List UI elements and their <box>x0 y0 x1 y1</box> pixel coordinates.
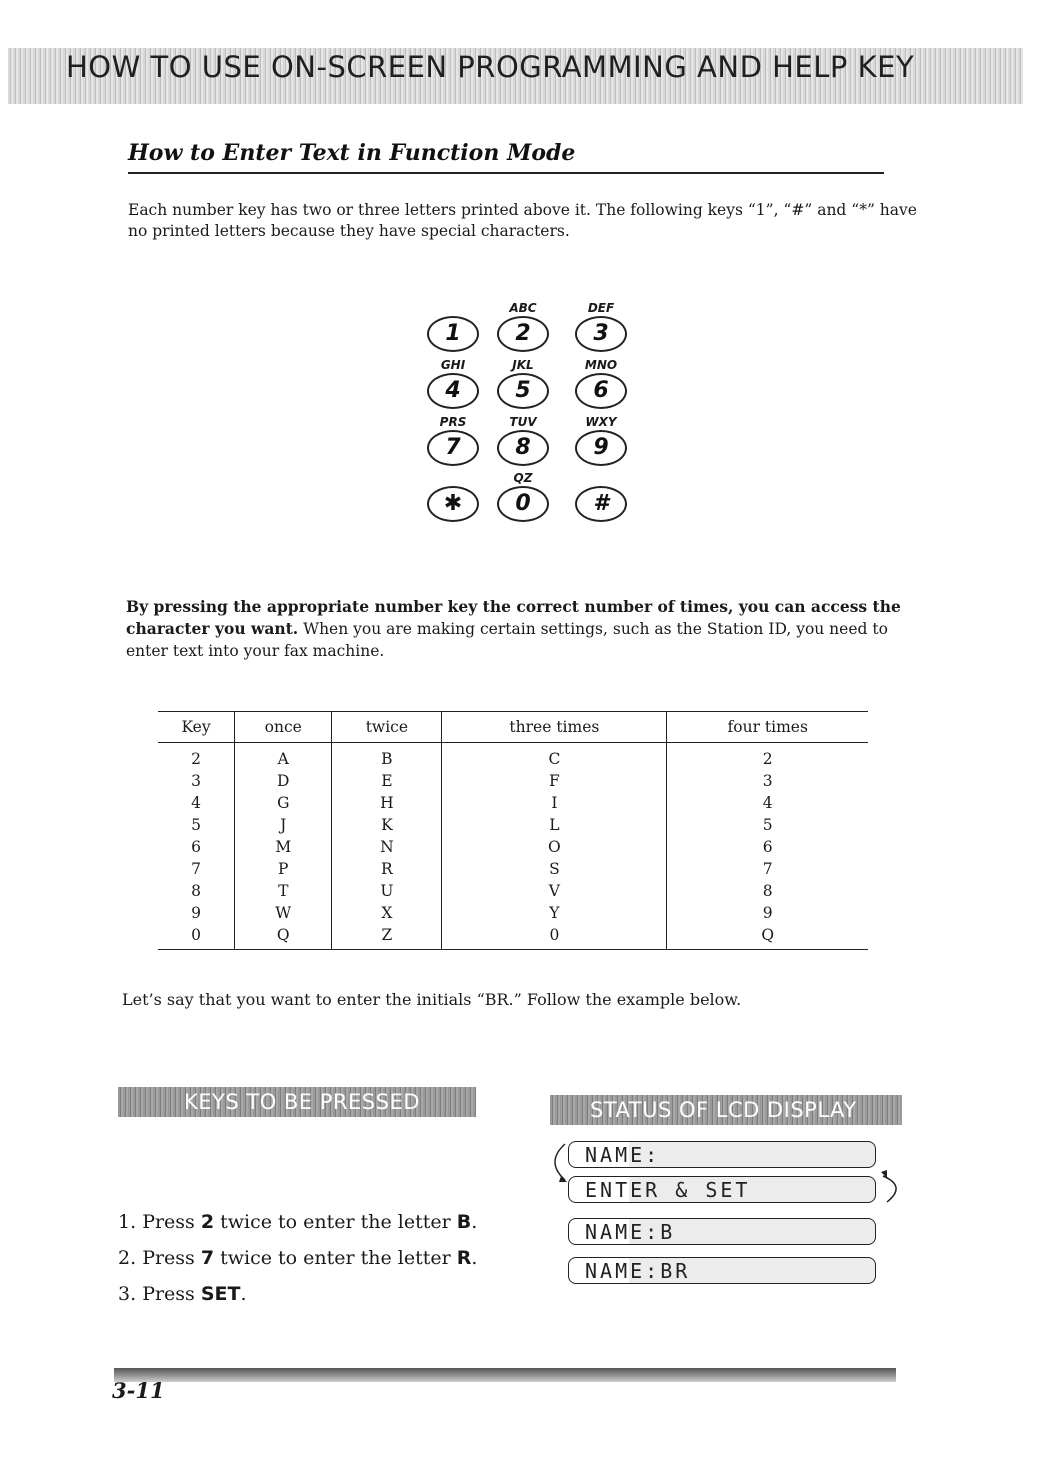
page-header-title: HOW TO USE ON-SCREEN PROGRAMMING AND HELP KEY <box>66 50 915 84</box>
page-number: 3-11 <box>112 1378 165 1403</box>
table-header: four times <box>667 712 868 743</box>
key-label: 6 <box>575 373 627 409</box>
key-label: 8 <box>497 430 549 466</box>
key-label: # <box>575 486 627 522</box>
step-target: R <box>456 1247 472 1269</box>
table-cell: 0 <box>442 924 667 950</box>
step-item <box>118 1276 477 1312</box>
table-header-row <box>158 712 868 743</box>
table-cell: 9 <box>667 902 868 924</box>
table-cell: B <box>332 743 442 771</box>
table-row <box>158 924 868 950</box>
step-pre: Press <box>142 1247 201 1269</box>
key-letters: DEF <box>587 301 615 315</box>
key-label: ✱ <box>427 486 479 522</box>
step-end: . <box>240 1283 247 1305</box>
keypad-key-2 <box>490 300 556 352</box>
table-cell: 2 <box>667 743 868 771</box>
table-cell: 6 <box>191 838 201 856</box>
table-row <box>158 858 868 880</box>
table-cell: P <box>235 858 332 880</box>
table-cell: V <box>442 880 667 902</box>
keypad-key-7 <box>420 414 486 466</box>
access-paragraph <box>126 596 926 662</box>
table-cell: R <box>332 858 442 880</box>
table-cell: A <box>235 743 332 771</box>
table-cell: 3 <box>191 772 201 790</box>
table-cell: K <box>332 814 442 836</box>
step-number: 2. <box>118 1247 137 1269</box>
table-cell: 2 <box>191 750 201 768</box>
lcd-screen-name-br: NAME:BR <box>568 1257 876 1284</box>
key-letters: MNO <box>584 358 618 372</box>
step-end: . <box>471 1247 478 1269</box>
table-cell: Z <box>332 924 442 950</box>
table-row <box>158 880 868 902</box>
table-cell: 0 <box>158 924 235 950</box>
character-table <box>158 711 868 950</box>
key-label: 4 <box>427 373 479 409</box>
table-header: Key <box>158 712 235 743</box>
key-letters <box>568 470 634 486</box>
keypad-key-5 <box>490 357 556 409</box>
table-row <box>158 836 868 858</box>
table-cell: J <box>235 814 332 836</box>
key-letters: PRS <box>439 415 467 429</box>
table-cell: 3 <box>667 770 868 792</box>
table-cell: L <box>442 814 667 836</box>
table-cell: 8 <box>667 880 868 902</box>
table-cell: N <box>332 836 442 858</box>
table-cell: 5 <box>191 816 201 834</box>
keys-heading <box>118 1087 476 1117</box>
step-key: 7 <box>200 1247 215 1269</box>
table-cell: I <box>442 792 667 814</box>
table-cell: 4 <box>667 792 868 814</box>
key-letters: ABC <box>509 301 537 315</box>
step-key: SET <box>200 1283 241 1305</box>
keypad-key-1 <box>420 300 486 352</box>
key-letters: GHI <box>440 358 466 372</box>
key-letters <box>420 300 486 316</box>
key-label: 5 <box>497 373 549 409</box>
access-paragraph-normal: When you are making certain settings, such as the Station ID, you need to enter text into your fax machine. <box>126 620 888 660</box>
keypad-key-hash <box>568 470 634 522</box>
step-end: . <box>471 1211 478 1233</box>
access-paragraph-bold: By pressing the appropriate number key the correct number of times, you can access the character you want. <box>126 597 901 638</box>
lcd-heading <box>550 1095 902 1125</box>
step-item <box>118 1204 477 1240</box>
keypad-key-6 <box>568 357 634 409</box>
key-label: 7 <box>427 430 479 466</box>
table-row <box>158 814 868 836</box>
step-number: 3. <box>118 1283 137 1305</box>
table-cell: X <box>332 902 442 924</box>
table-header: three times <box>442 712 667 743</box>
table-cell: 5 <box>667 814 868 836</box>
lcd-screen-name-prompt: NAME: <box>568 1141 876 1168</box>
key-letters: WXY <box>585 415 617 429</box>
table-row <box>158 743 868 771</box>
key-label: 0 <box>497 486 549 522</box>
section-title: How to Enter Text in Function Mode <box>128 140 576 166</box>
key-letters: JKL <box>512 358 534 372</box>
table-cell: O <box>442 836 667 858</box>
table-cell: 7 <box>667 858 868 880</box>
step-pre: Press <box>142 1283 201 1305</box>
table-cell: E <box>332 770 442 792</box>
table-cell: 9 <box>191 904 201 922</box>
table-row <box>158 792 868 814</box>
key-label: 9 <box>575 430 627 466</box>
keypad-key-star <box>420 470 486 522</box>
key-letters: QZ <box>513 471 533 485</box>
table-cell: D <box>235 770 332 792</box>
table-cell: U <box>332 880 442 902</box>
keypad-key-3 <box>568 300 634 352</box>
keypad-key-9 <box>568 414 634 466</box>
step-key: 2 <box>200 1211 215 1233</box>
keypad-key-0 <box>490 470 556 522</box>
lcd-screen-enter-set: ENTER & SET <box>568 1176 876 1203</box>
table-row <box>158 902 868 924</box>
table-cell: 7 <box>191 860 201 878</box>
table-cell: T <box>235 880 332 902</box>
step-mid: twice to enter the letter <box>214 1247 457 1269</box>
table-cell: F <box>442 770 667 792</box>
section-divider <box>128 172 884 174</box>
key-letters: TUV <box>509 415 537 429</box>
example-intro: Let’s say that you want to enter the initials “BR.” Follow the example below. <box>122 990 742 1009</box>
key-label: 3 <box>575 316 627 352</box>
intro-paragraph: Each number key has two or three letters printed above it. The following keys “1”, “#” and “*” have no printed letters because they have special characters. <box>128 201 917 240</box>
step-pre: Press <box>142 1211 201 1233</box>
key-label: 2 <box>497 316 549 352</box>
step-mid: twice to enter the letter <box>214 1211 457 1233</box>
table-cell: W <box>235 902 332 924</box>
key-letters <box>420 470 486 486</box>
lcd-screen-name-b: NAME:B <box>568 1218 876 1245</box>
footer-bar <box>114 1368 896 1382</box>
key-label: 1 <box>427 316 479 352</box>
lcd-heading-label: STATUS OF LCD DISPLAY <box>590 1098 857 1122</box>
table-cell: G <box>235 792 332 814</box>
keypad-key-4 <box>420 357 486 409</box>
table-cell: Y <box>442 902 667 924</box>
steps-list <box>118 1204 477 1312</box>
table-cell: M <box>235 836 332 858</box>
table-header: twice <box>332 712 442 743</box>
keypad-diagram <box>420 300 640 530</box>
table-cell: Q <box>235 924 332 950</box>
table-cell: 6 <box>667 836 868 858</box>
step-target: B <box>456 1211 472 1233</box>
table-cell: S <box>442 858 667 880</box>
table-cell: Q <box>667 924 868 950</box>
table-cell: C <box>442 743 667 771</box>
keys-heading-label: KEYS TO BE PRESSED <box>184 1090 420 1114</box>
table-cell: H <box>332 792 442 814</box>
table-cell: 4 <box>191 794 201 812</box>
table-header: once <box>235 712 332 743</box>
table-cell: 8 <box>191 882 201 900</box>
keypad-key-8 <box>490 414 556 466</box>
table-row <box>158 770 868 792</box>
step-item <box>118 1240 477 1276</box>
step-number: 1. <box>118 1211 137 1233</box>
